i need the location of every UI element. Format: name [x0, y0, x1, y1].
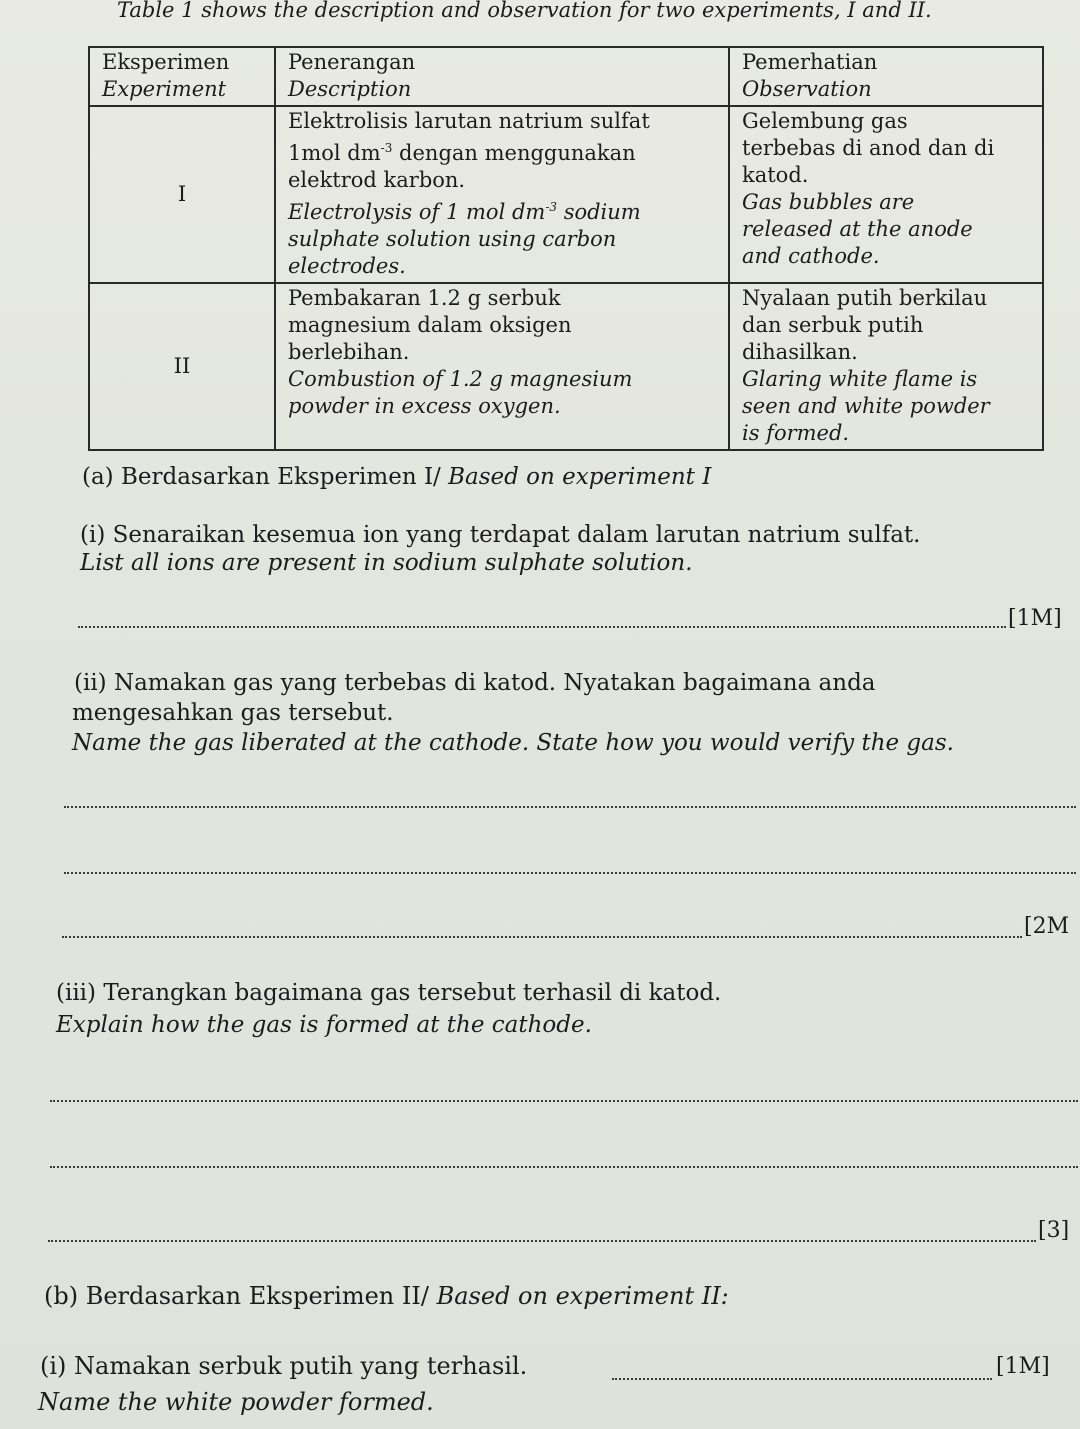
- question-a-iii-en: Explain how the gas is formed at the cathode.: [56, 1012, 592, 1038]
- question-a-ii-ms-1: (ii) Namakan gas yang terbebas di katod. Nyatakan bagaimana anda: [74, 670, 876, 696]
- question-b-i-en: Name the white powder formed.: [38, 1388, 434, 1416]
- part-b-heading: [44, 1282, 729, 1310]
- description-line: sulphate solution using carbon: [288, 227, 617, 251]
- observation-cell: [729, 283, 1043, 450]
- observation-line: Gas bubbles are: [742, 190, 915, 214]
- description-line: elektrod karbon.: [288, 168, 466, 192]
- header-description-en: Description: [288, 77, 412, 101]
- header-experiment: [89, 47, 275, 106]
- answer-line-a-iii-3[interactable]: [48, 1240, 1036, 1242]
- description-line: Combustion of 1.2 g magnesium: [288, 367, 633, 391]
- mark-a-ii: [2M: [1024, 914, 1070, 939]
- answer-line-b-i[interactable]: [612, 1378, 992, 1380]
- experiment-id: I: [89, 106, 275, 283]
- question-a-i-ms: (i) Senaraikan kesemua ion yang terdapat dalam larutan natrium sulfat.: [80, 522, 921, 548]
- exponent: -3: [380, 141, 393, 155]
- description-cell: [275, 283, 729, 450]
- question-b-i-ms: (i) Namakan serbuk putih yang terhasil.: [40, 1352, 528, 1380]
- description-line: powder in excess oxygen.: [288, 394, 561, 418]
- answer-line-a-ii-3[interactable]: [62, 936, 1022, 938]
- mark-a-iii: [3]: [1038, 1218, 1070, 1243]
- mark-a-i: [1M]: [1008, 606, 1062, 631]
- exponent: -3: [545, 200, 558, 214]
- observation-line: terbebas di anod dan di: [742, 136, 995, 160]
- table-row: [89, 283, 1043, 450]
- question-a-ii-en: Name the gas liberated at the cathode. State how you would verify the gas.: [72, 730, 954, 756]
- header-observation-en: Observation: [742, 77, 872, 101]
- part-b-heading-en: Based on experiment II:: [436, 1282, 729, 1310]
- description-cell: [275, 106, 729, 283]
- answer-line-a-ii-2[interactable]: [64, 872, 1076, 874]
- header-experiment-en: Experiment: [102, 77, 227, 101]
- answer-line-a-iii-2[interactable]: [50, 1166, 1078, 1168]
- observation-line: released at the anode: [742, 217, 973, 241]
- header-observation-ms: Pemerhatian: [742, 50, 878, 74]
- observation-line: katod.: [742, 163, 809, 187]
- header-description: [275, 47, 729, 106]
- observation-line: Glaring white flame is: [742, 367, 978, 391]
- observation-line: seen and white powder: [742, 394, 990, 418]
- answer-line-a-i[interactable]: [78, 626, 1006, 628]
- header-observation: [729, 47, 1043, 106]
- observation-cell: [729, 106, 1043, 283]
- part-a-heading: [82, 464, 711, 490]
- description-line: Pembakaran 1.2 g serbuk: [288, 286, 561, 310]
- intro-text: Table 1 shows the description and observation for two experiments, I and II.: [117, 0, 932, 22]
- part-a-heading-en: Based on experiment I: [448, 464, 712, 490]
- observation-line: dihasilkan.: [742, 340, 858, 364]
- part-a-heading-ms: (a) Berdasarkan Eksperimen I/: [82, 464, 441, 490]
- observation-line: and cathode.: [742, 244, 880, 268]
- mark-b-i: [1M]: [996, 1354, 1050, 1379]
- table-row: [89, 106, 1043, 283]
- description-line: Electrolysis of 1 mol $dm^{-3}$ sodium: [288, 200, 641, 224]
- header-description-ms: Penerangan: [288, 50, 416, 74]
- answer-line-a-ii-1[interactable]: [64, 806, 1076, 808]
- experiment-id: II: [89, 283, 275, 450]
- observation-line: dan serbuk putih: [742, 313, 924, 337]
- description-line: Elektrolisis larutan natrium sulfat: [288, 109, 650, 133]
- description-line: electrodes.: [288, 254, 406, 278]
- question-a-i-en: List all ions are present in sodium sulphate solution.: [80, 550, 693, 576]
- experiment-table: [88, 46, 1044, 451]
- question-a-ii-ms-2: mengesahkan gas tersebut.: [72, 700, 394, 726]
- header-experiment-ms: Eksperimen: [102, 50, 230, 74]
- part-b-heading-ms: (b) Berdasarkan Eksperimen II/: [44, 1282, 429, 1310]
- answer-line-a-iii-1[interactable]: [50, 1100, 1078, 1102]
- table-header-row: [89, 47, 1043, 106]
- question-a-iii-ms: (iii) Terangkan bagaimana gas tersebut terhasil di katod.: [56, 980, 722, 1006]
- observation-line: Nyalaan putih berkilau: [742, 286, 988, 310]
- observation-line: is formed.: [742, 421, 850, 445]
- description-line: berlebihan.: [288, 340, 410, 364]
- description-line: 1mol $dm^{-3}$ dengan menggunakan: [288, 141, 636, 165]
- description-line: magnesium dalam oksigen: [288, 313, 572, 337]
- observation-line: Gelembung gas: [742, 109, 908, 133]
